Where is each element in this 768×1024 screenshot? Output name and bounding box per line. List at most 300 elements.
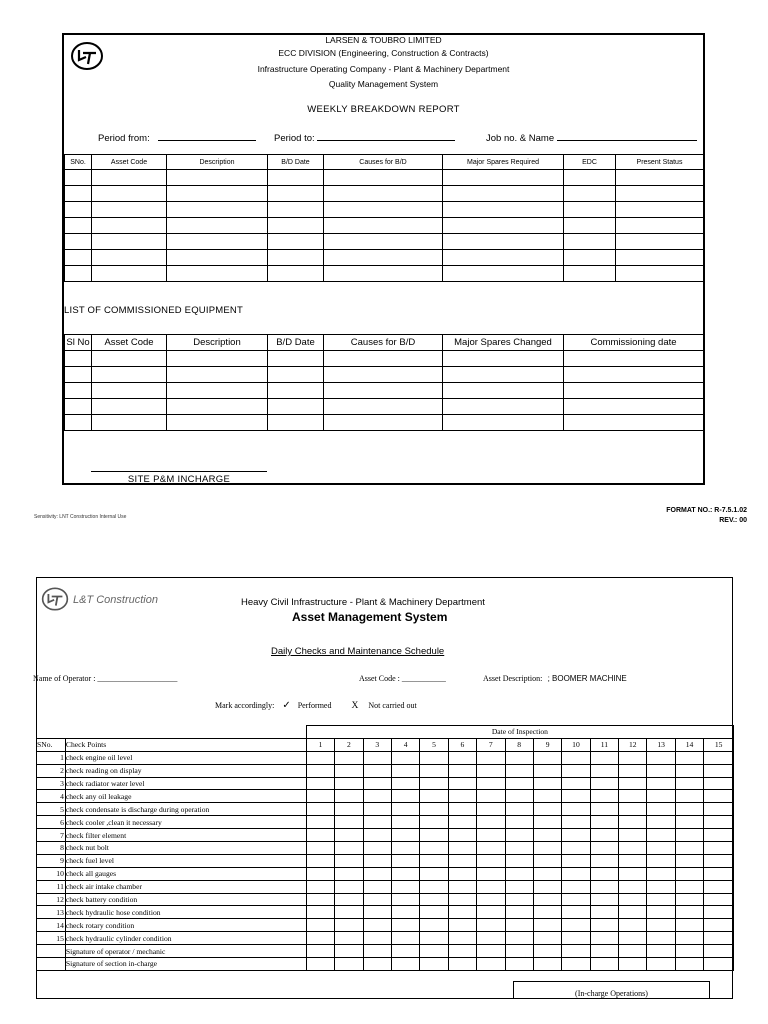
signature-cell[interactable] bbox=[448, 945, 476, 958]
signature-cell[interactable] bbox=[420, 945, 448, 958]
inspection-cell[interactable] bbox=[619, 919, 647, 932]
signature-cell[interactable] bbox=[590, 945, 618, 958]
inspection-cell[interactable] bbox=[448, 816, 476, 829]
inspection-cell[interactable] bbox=[448, 790, 476, 803]
breakdown-cell[interactable] bbox=[268, 202, 324, 218]
breakdown-cell[interactable] bbox=[167, 186, 268, 202]
inspection-cell[interactable] bbox=[533, 854, 561, 867]
inspection-cell[interactable] bbox=[562, 751, 590, 764]
breakdown-cell[interactable] bbox=[443, 170, 564, 186]
inspection-cell[interactable] bbox=[619, 854, 647, 867]
inspection-cell[interactable] bbox=[647, 932, 675, 945]
inspection-cell[interactable] bbox=[647, 919, 675, 932]
breakdown-cell[interactable] bbox=[616, 202, 704, 218]
inspection-cell[interactable] bbox=[533, 751, 561, 764]
signature-cell[interactable] bbox=[704, 945, 734, 958]
inspection-cell[interactable] bbox=[477, 829, 505, 842]
signature-cell[interactable] bbox=[391, 958, 419, 971]
inspection-cell[interactable] bbox=[647, 790, 675, 803]
inspection-cell[interactable] bbox=[448, 893, 476, 906]
inspection-cell[interactable] bbox=[391, 906, 419, 919]
breakdown-cell[interactable] bbox=[92, 186, 167, 202]
inspection-cell[interactable] bbox=[704, 906, 734, 919]
inspection-cell[interactable] bbox=[533, 803, 561, 816]
inspection-cell[interactable] bbox=[647, 906, 675, 919]
commissioned-cell[interactable] bbox=[268, 399, 324, 415]
breakdown-cell[interactable] bbox=[616, 218, 704, 234]
inspection-cell[interactable] bbox=[505, 816, 533, 829]
period-to-field[interactable] bbox=[317, 131, 455, 141]
inspection-cell[interactable] bbox=[420, 803, 448, 816]
inspection-cell[interactable] bbox=[675, 777, 703, 790]
inspection-cell[interactable] bbox=[306, 751, 334, 764]
inspection-cell[interactable] bbox=[420, 906, 448, 919]
inspection-cell[interactable] bbox=[335, 932, 363, 945]
inspection-cell[interactable] bbox=[391, 867, 419, 880]
signature-cell[interactable] bbox=[448, 958, 476, 971]
inspection-cell[interactable] bbox=[647, 893, 675, 906]
inspection-cell[interactable] bbox=[619, 803, 647, 816]
job-field[interactable] bbox=[557, 131, 697, 141]
breakdown-cell[interactable] bbox=[268, 250, 324, 266]
inspection-cell[interactable] bbox=[391, 790, 419, 803]
inspection-cell[interactable] bbox=[704, 777, 734, 790]
signature-cell[interactable] bbox=[477, 945, 505, 958]
inspection-cell[interactable] bbox=[391, 803, 419, 816]
commissioned-cell[interactable] bbox=[65, 383, 92, 399]
signature-cell[interactable] bbox=[306, 945, 334, 958]
inspection-cell[interactable] bbox=[420, 842, 448, 855]
breakdown-cell[interactable] bbox=[324, 218, 443, 234]
signature-cell[interactable] bbox=[619, 958, 647, 971]
inspection-cell[interactable] bbox=[533, 777, 561, 790]
inspection-cell[interactable] bbox=[647, 854, 675, 867]
breakdown-cell[interactable] bbox=[324, 186, 443, 202]
breakdown-cell[interactable] bbox=[616, 234, 704, 250]
inspection-cell[interactable] bbox=[477, 764, 505, 777]
inspection-cell[interactable] bbox=[675, 790, 703, 803]
inspection-cell[interactable] bbox=[477, 751, 505, 764]
signature-cell[interactable] bbox=[619, 945, 647, 958]
inspection-cell[interactable] bbox=[391, 777, 419, 790]
inspection-cell[interactable] bbox=[675, 751, 703, 764]
inspection-cell[interactable] bbox=[306, 919, 334, 932]
inspection-cell[interactable] bbox=[363, 867, 391, 880]
inspection-cell[interactable] bbox=[420, 893, 448, 906]
inspection-cell[interactable] bbox=[533, 867, 561, 880]
signature-cell[interactable] bbox=[562, 945, 590, 958]
breakdown-cell[interactable] bbox=[167, 170, 268, 186]
commissioned-cell[interactable] bbox=[443, 399, 564, 415]
inspection-cell[interactable] bbox=[533, 829, 561, 842]
inspection-cell[interactable] bbox=[477, 803, 505, 816]
inspection-cell[interactable] bbox=[675, 932, 703, 945]
inspection-cell[interactable] bbox=[619, 829, 647, 842]
inspection-cell[interactable] bbox=[704, 764, 734, 777]
breakdown-cell[interactable] bbox=[167, 202, 268, 218]
inspection-cell[interactable] bbox=[619, 867, 647, 880]
inspection-cell[interactable] bbox=[335, 867, 363, 880]
breakdown-cell[interactable] bbox=[167, 266, 268, 282]
inspection-cell[interactable] bbox=[335, 854, 363, 867]
inspection-cell[interactable] bbox=[562, 867, 590, 880]
breakdown-cell[interactable] bbox=[92, 218, 167, 234]
inspection-cell[interactable] bbox=[562, 906, 590, 919]
inspection-cell[interactable] bbox=[505, 919, 533, 932]
inspection-cell[interactable] bbox=[391, 816, 419, 829]
inspection-cell[interactable] bbox=[704, 751, 734, 764]
inspection-cell[interactable] bbox=[306, 854, 334, 867]
inspection-cell[interactable] bbox=[477, 854, 505, 867]
breakdown-cell[interactable] bbox=[324, 170, 443, 186]
inspection-cell[interactable] bbox=[647, 764, 675, 777]
signature-cell[interactable] bbox=[363, 958, 391, 971]
inspection-cell[interactable] bbox=[704, 880, 734, 893]
inspection-cell[interactable] bbox=[619, 764, 647, 777]
inspection-cell[interactable] bbox=[420, 880, 448, 893]
inspection-cell[interactable] bbox=[306, 829, 334, 842]
signature-cell[interactable] bbox=[420, 958, 448, 971]
inspection-cell[interactable] bbox=[477, 906, 505, 919]
inspection-cell[interactable] bbox=[704, 829, 734, 842]
breakdown-cell[interactable] bbox=[324, 250, 443, 266]
inspection-cell[interactable] bbox=[704, 790, 734, 803]
inspection-cell[interactable] bbox=[306, 867, 334, 880]
inspection-cell[interactable] bbox=[448, 803, 476, 816]
inspection-cell[interactable] bbox=[562, 880, 590, 893]
inspection-cell[interactable] bbox=[590, 816, 618, 829]
inspection-cell[interactable] bbox=[533, 932, 561, 945]
signature-cell[interactable] bbox=[335, 945, 363, 958]
inspection-cell[interactable] bbox=[363, 880, 391, 893]
signature-cell[interactable] bbox=[675, 958, 703, 971]
inspection-cell[interactable] bbox=[590, 829, 618, 842]
inspection-cell[interactable] bbox=[391, 854, 419, 867]
inspection-cell[interactable] bbox=[477, 932, 505, 945]
inspection-cell[interactable] bbox=[562, 842, 590, 855]
inspection-cell[interactable] bbox=[533, 816, 561, 829]
commissioned-cell[interactable] bbox=[92, 351, 167, 367]
commissioned-cell[interactable] bbox=[564, 367, 704, 383]
inspection-cell[interactable] bbox=[335, 777, 363, 790]
inspection-cell[interactable] bbox=[619, 932, 647, 945]
inspection-cell[interactable] bbox=[675, 803, 703, 816]
inspection-cell[interactable] bbox=[562, 829, 590, 842]
inspection-cell[interactable] bbox=[391, 751, 419, 764]
inspection-cell[interactable] bbox=[448, 764, 476, 777]
inspection-cell[interactable] bbox=[306, 932, 334, 945]
inspection-cell[interactable] bbox=[647, 842, 675, 855]
inspection-cell[interactable] bbox=[420, 751, 448, 764]
breakdown-cell[interactable] bbox=[65, 186, 92, 202]
breakdown-cell[interactable] bbox=[564, 186, 616, 202]
inspection-cell[interactable] bbox=[363, 842, 391, 855]
inspection-cell[interactable] bbox=[306, 842, 334, 855]
inspection-cell[interactable] bbox=[562, 854, 590, 867]
commissioned-cell[interactable] bbox=[443, 383, 564, 399]
commissioned-cell[interactable] bbox=[92, 367, 167, 383]
breakdown-cell[interactable] bbox=[92, 170, 167, 186]
breakdown-cell[interactable] bbox=[564, 170, 616, 186]
breakdown-cell[interactable] bbox=[443, 186, 564, 202]
commissioned-cell[interactable] bbox=[167, 367, 268, 383]
inspection-cell[interactable] bbox=[306, 893, 334, 906]
inspection-cell[interactable] bbox=[306, 880, 334, 893]
commissioned-cell[interactable] bbox=[65, 399, 92, 415]
inspection-cell[interactable] bbox=[562, 803, 590, 816]
inspection-cell[interactable] bbox=[590, 867, 618, 880]
commissioned-cell[interactable] bbox=[443, 415, 564, 431]
inspection-cell[interactable] bbox=[363, 829, 391, 842]
commissioned-cell[interactable] bbox=[564, 415, 704, 431]
inspection-cell[interactable] bbox=[335, 790, 363, 803]
inspection-cell[interactable] bbox=[363, 906, 391, 919]
commissioned-cell[interactable] bbox=[443, 367, 564, 383]
inspection-cell[interactable] bbox=[619, 777, 647, 790]
breakdown-cell[interactable] bbox=[65, 170, 92, 186]
inspection-cell[interactable] bbox=[505, 867, 533, 880]
inspection-cell[interactable] bbox=[533, 919, 561, 932]
breakdown-cell[interactable] bbox=[268, 234, 324, 250]
inspection-cell[interactable] bbox=[420, 867, 448, 880]
commissioned-cell[interactable] bbox=[564, 383, 704, 399]
breakdown-cell[interactable] bbox=[564, 234, 616, 250]
commissioned-cell[interactable] bbox=[65, 415, 92, 431]
inspection-cell[interactable] bbox=[448, 854, 476, 867]
inspection-cell[interactable] bbox=[619, 816, 647, 829]
commissioned-cell[interactable] bbox=[324, 351, 443, 367]
breakdown-cell[interactable] bbox=[92, 250, 167, 266]
inspection-cell[interactable] bbox=[306, 790, 334, 803]
inspection-cell[interactable] bbox=[306, 906, 334, 919]
signature-cell[interactable] bbox=[505, 945, 533, 958]
inspection-cell[interactable] bbox=[533, 880, 561, 893]
commissioned-cell[interactable] bbox=[92, 383, 167, 399]
inspection-cell[interactable] bbox=[306, 816, 334, 829]
inspection-cell[interactable] bbox=[477, 790, 505, 803]
inspection-cell[interactable] bbox=[704, 854, 734, 867]
inspection-cell[interactable] bbox=[477, 816, 505, 829]
inspection-cell[interactable] bbox=[335, 803, 363, 816]
inspection-cell[interactable] bbox=[448, 829, 476, 842]
signature-cell[interactable] bbox=[335, 958, 363, 971]
inspection-cell[interactable] bbox=[505, 854, 533, 867]
breakdown-cell[interactable] bbox=[65, 234, 92, 250]
inspection-cell[interactable] bbox=[391, 842, 419, 855]
signature-cell[interactable] bbox=[647, 945, 675, 958]
inspection-cell[interactable] bbox=[647, 777, 675, 790]
inspection-cell[interactable] bbox=[448, 906, 476, 919]
commissioned-cell[interactable] bbox=[92, 399, 167, 415]
breakdown-cell[interactable] bbox=[268, 170, 324, 186]
inspection-cell[interactable] bbox=[335, 880, 363, 893]
commissioned-cell[interactable] bbox=[65, 367, 92, 383]
signature-cell[interactable] bbox=[533, 958, 561, 971]
inspection-cell[interactable] bbox=[306, 777, 334, 790]
commissioned-cell[interactable] bbox=[167, 351, 268, 367]
inspection-cell[interactable] bbox=[533, 893, 561, 906]
inspection-cell[interactable] bbox=[704, 816, 734, 829]
inspection-cell[interactable] bbox=[562, 816, 590, 829]
inspection-cell[interactable] bbox=[448, 867, 476, 880]
inspection-cell[interactable] bbox=[675, 816, 703, 829]
commissioned-cell[interactable] bbox=[443, 351, 564, 367]
inspection-cell[interactable] bbox=[675, 764, 703, 777]
commissioned-cell[interactable] bbox=[167, 383, 268, 399]
signature-cell[interactable] bbox=[477, 958, 505, 971]
inspection-cell[interactable] bbox=[306, 803, 334, 816]
breakdown-cell[interactable] bbox=[65, 266, 92, 282]
inspection-cell[interactable] bbox=[675, 906, 703, 919]
breakdown-cell[interactable] bbox=[443, 202, 564, 218]
breakdown-cell[interactable] bbox=[268, 186, 324, 202]
breakdown-cell[interactable] bbox=[616, 266, 704, 282]
inspection-cell[interactable] bbox=[420, 816, 448, 829]
commissioned-cell[interactable] bbox=[564, 351, 704, 367]
inspection-cell[interactable] bbox=[391, 829, 419, 842]
inspection-cell[interactable] bbox=[448, 919, 476, 932]
inspection-cell[interactable] bbox=[590, 932, 618, 945]
inspection-cell[interactable] bbox=[448, 777, 476, 790]
commissioned-cell[interactable] bbox=[324, 367, 443, 383]
inspection-cell[interactable] bbox=[335, 829, 363, 842]
inspection-cell[interactable] bbox=[590, 906, 618, 919]
inspection-cell[interactable] bbox=[533, 906, 561, 919]
inspection-cell[interactable] bbox=[619, 880, 647, 893]
inspection-cell[interactable] bbox=[562, 777, 590, 790]
breakdown-cell[interactable] bbox=[92, 266, 167, 282]
inspection-cell[interactable] bbox=[363, 816, 391, 829]
inspection-cell[interactable] bbox=[420, 764, 448, 777]
inspection-cell[interactable] bbox=[704, 932, 734, 945]
breakdown-cell[interactable] bbox=[324, 266, 443, 282]
inspection-cell[interactable] bbox=[704, 893, 734, 906]
breakdown-cell[interactable] bbox=[324, 202, 443, 218]
signature-cell[interactable] bbox=[590, 958, 618, 971]
breakdown-cell[interactable] bbox=[616, 186, 704, 202]
inspection-cell[interactable] bbox=[335, 906, 363, 919]
breakdown-cell[interactable] bbox=[65, 202, 92, 218]
inspection-cell[interactable] bbox=[363, 893, 391, 906]
inspection-cell[interactable] bbox=[363, 932, 391, 945]
breakdown-cell[interactable] bbox=[443, 266, 564, 282]
signature-cell[interactable] bbox=[306, 958, 334, 971]
signature-cell[interactable] bbox=[533, 945, 561, 958]
inspection-cell[interactable] bbox=[335, 919, 363, 932]
inspection-cell[interactable] bbox=[619, 790, 647, 803]
inspection-cell[interactable] bbox=[619, 906, 647, 919]
breakdown-cell[interactable] bbox=[92, 234, 167, 250]
inspection-cell[interactable] bbox=[619, 751, 647, 764]
breakdown-cell[interactable] bbox=[268, 218, 324, 234]
inspection-cell[interactable] bbox=[420, 777, 448, 790]
signature-cell[interactable] bbox=[363, 945, 391, 958]
commissioned-cell[interactable] bbox=[167, 415, 268, 431]
breakdown-cell[interactable] bbox=[92, 202, 167, 218]
inspection-cell[interactable] bbox=[647, 829, 675, 842]
inspection-cell[interactable] bbox=[533, 790, 561, 803]
inspection-cell[interactable] bbox=[335, 751, 363, 764]
inspection-cell[interactable] bbox=[335, 764, 363, 777]
period-from-field[interactable] bbox=[158, 131, 256, 141]
breakdown-cell[interactable] bbox=[564, 266, 616, 282]
inspection-cell[interactable] bbox=[675, 854, 703, 867]
signature-cell[interactable] bbox=[704, 958, 734, 971]
inspection-cell[interactable] bbox=[675, 829, 703, 842]
inspection-cell[interactable] bbox=[448, 751, 476, 764]
breakdown-cell[interactable] bbox=[443, 234, 564, 250]
inspection-cell[interactable] bbox=[562, 764, 590, 777]
signature-cell[interactable] bbox=[647, 958, 675, 971]
inspection-cell[interactable] bbox=[590, 893, 618, 906]
inspection-cell[interactable] bbox=[590, 803, 618, 816]
breakdown-cell[interactable] bbox=[167, 250, 268, 266]
inspection-cell[interactable] bbox=[420, 932, 448, 945]
inspection-cell[interactable] bbox=[391, 919, 419, 932]
inspection-cell[interactable] bbox=[590, 790, 618, 803]
inspection-cell[interactable] bbox=[363, 919, 391, 932]
commissioned-cell[interactable] bbox=[167, 399, 268, 415]
inspection-cell[interactable] bbox=[306, 764, 334, 777]
inspection-cell[interactable] bbox=[363, 803, 391, 816]
breakdown-cell[interactable] bbox=[564, 202, 616, 218]
inspection-cell[interactable] bbox=[590, 751, 618, 764]
inspection-cell[interactable] bbox=[704, 867, 734, 880]
inspection-cell[interactable] bbox=[647, 751, 675, 764]
signature-cell[interactable] bbox=[505, 958, 533, 971]
commissioned-cell[interactable] bbox=[324, 383, 443, 399]
inspection-cell[interactable] bbox=[675, 842, 703, 855]
breakdown-cell[interactable] bbox=[616, 170, 704, 186]
breakdown-cell[interactable] bbox=[443, 250, 564, 266]
commissioned-cell[interactable] bbox=[92, 415, 167, 431]
breakdown-cell[interactable] bbox=[167, 234, 268, 250]
inspection-cell[interactable] bbox=[477, 842, 505, 855]
inspection-cell[interactable] bbox=[590, 919, 618, 932]
breakdown-cell[interactable] bbox=[564, 218, 616, 234]
inspection-cell[interactable] bbox=[505, 751, 533, 764]
inspection-cell[interactable] bbox=[533, 842, 561, 855]
inspection-cell[interactable] bbox=[335, 816, 363, 829]
inspection-cell[interactable] bbox=[391, 880, 419, 893]
inspection-cell[interactable] bbox=[391, 764, 419, 777]
inspection-cell[interactable] bbox=[590, 777, 618, 790]
inspection-cell[interactable] bbox=[647, 816, 675, 829]
inspection-cell[interactable] bbox=[647, 880, 675, 893]
inspection-cell[interactable] bbox=[590, 764, 618, 777]
commissioned-cell[interactable] bbox=[324, 399, 443, 415]
inspection-cell[interactable] bbox=[619, 842, 647, 855]
inspection-cell[interactable] bbox=[391, 932, 419, 945]
inspection-cell[interactable] bbox=[477, 880, 505, 893]
breakdown-cell[interactable] bbox=[616, 250, 704, 266]
inspection-cell[interactable] bbox=[363, 751, 391, 764]
inspection-cell[interactable] bbox=[505, 790, 533, 803]
signature-cell[interactable] bbox=[675, 945, 703, 958]
inspection-cell[interactable] bbox=[420, 829, 448, 842]
inspection-cell[interactable] bbox=[391, 893, 419, 906]
inspection-cell[interactable] bbox=[420, 919, 448, 932]
commissioned-cell[interactable] bbox=[268, 367, 324, 383]
inspection-cell[interactable] bbox=[647, 803, 675, 816]
inspection-cell[interactable] bbox=[675, 880, 703, 893]
inspection-cell[interactable] bbox=[363, 854, 391, 867]
signature-cell[interactable] bbox=[562, 958, 590, 971]
inspection-cell[interactable] bbox=[675, 867, 703, 880]
inspection-cell[interactable] bbox=[505, 777, 533, 790]
inspection-cell[interactable] bbox=[505, 880, 533, 893]
breakdown-cell[interactable] bbox=[65, 218, 92, 234]
